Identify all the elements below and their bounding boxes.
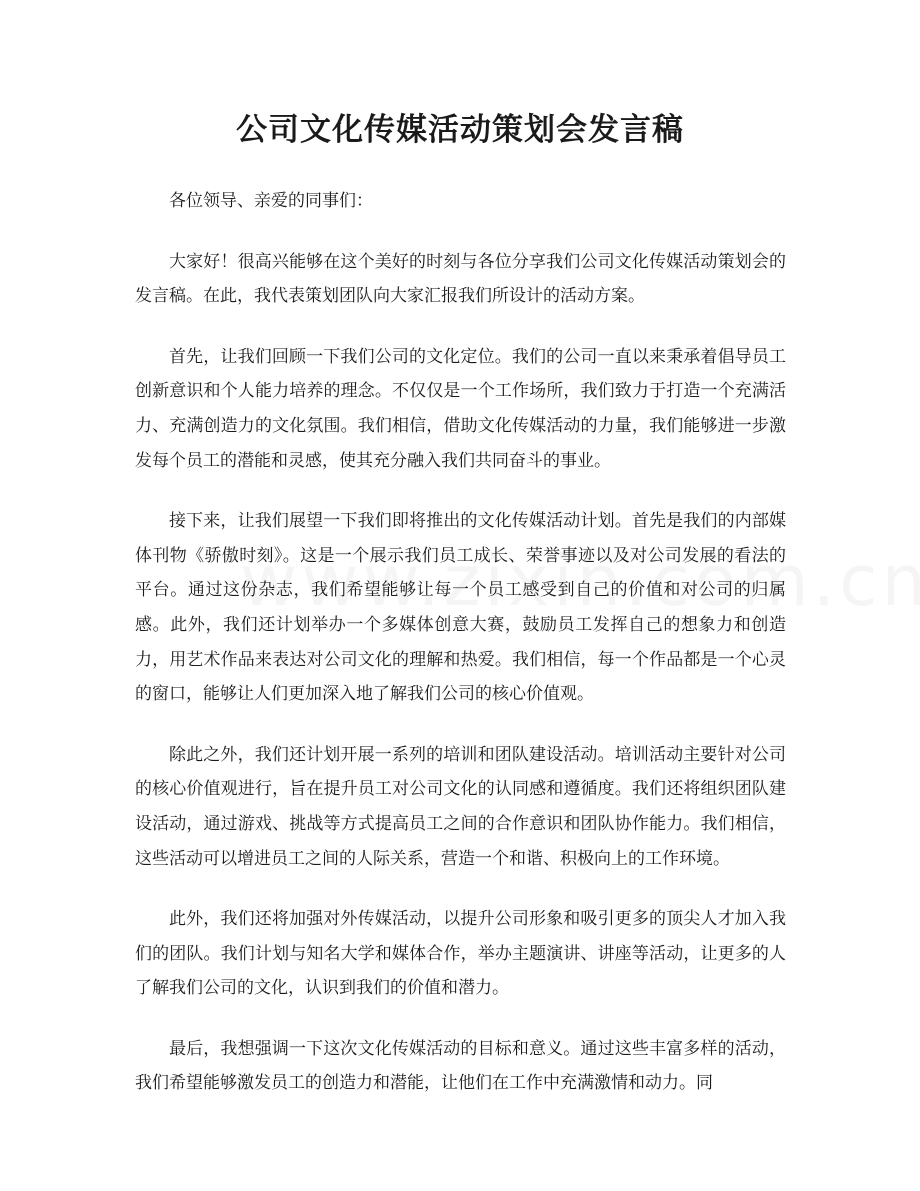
paragraph-external: 此外，我们还将加强对外传媒活动，以提升公司形象和吸引更多的顶尖人才加入我们的团队。我们计划与知名大学和媒体合作，举办主题演讲、讲座等活动，让更多的人了解我们公司的文化，认识到我们的价值和潜力。 [135,909,786,999]
paragraph-greeting: 各位领导、亲爱的同事们： [169,191,373,211]
document-body [135,184,786,1127]
paragraph-plan: 接下来，让我们展望一下我们即将推出的文化传媒活动计划。首先是我们的内部媒体刊物《骄傲时刻》。这是一个展示我们员工成长、荣誉事迹以及对公司发展的看法的平台。通过这份杂志，我们希望能够让每一个员工感受到自己的价值和对公司的归属感。此外，我们还计划举办一个多媒体创意大赛，鼓励员工发挥自己的想象力和创造力，用艺术作品来表达对公司文化的理解和热爱。我们相信，每一个作品都是一个心灵的窗口，能够让人们更加深入地了解我们公司的核心价值观。 [135,511,786,705]
paragraph-culture: 首先，让我们回顾一下我们公司的文化定位。我们的公司一直以来秉承着倡导员工创新意识和个人能力培养的理念。不仅仅是一个工作场所，我们致力于打造一个充满活力、充满创造力的文化氛围。我们相信，借助文化传媒活动的力量，我们能够进一步激发每个员工的潜能和灵感，使其充分融入我们共同奋斗的事业。 [135,346,786,471]
document-title: 公司文化传媒活动策划会发言稿 [236,112,684,148]
paragraph-intro: 大家好！很高兴能够在这个美好的时刻与各位分享我们公司文化传媒活动策划会的发言稿。在此，我代表策划团队向大家汇报我们所设计的活动方案。 [135,251,786,307]
paragraph-conclusion: 最后，我想强调一下这次文化传媒活动的目标和意义。通过这些丰富多样的活动，我们希望能够激发员工的创造力和潜能，让他们在工作中充满激情和动力。同 [135,1038,786,1094]
paragraph-training: 除此之外，我们还计划开展一系列的培训和团队建设活动。培训活动主要针对公司的核心价值观进行，旨在提升员工对公司文化的认同感和遵循度。我们还将组织团队建设活动，通过游戏、挑战等方式提高员工之间的合作意识和团队协作能力。我们相信，这些活动可以增进员工之间的人际关系，营造一个和谐、积极向上的工作环境。 [135,744,786,869]
